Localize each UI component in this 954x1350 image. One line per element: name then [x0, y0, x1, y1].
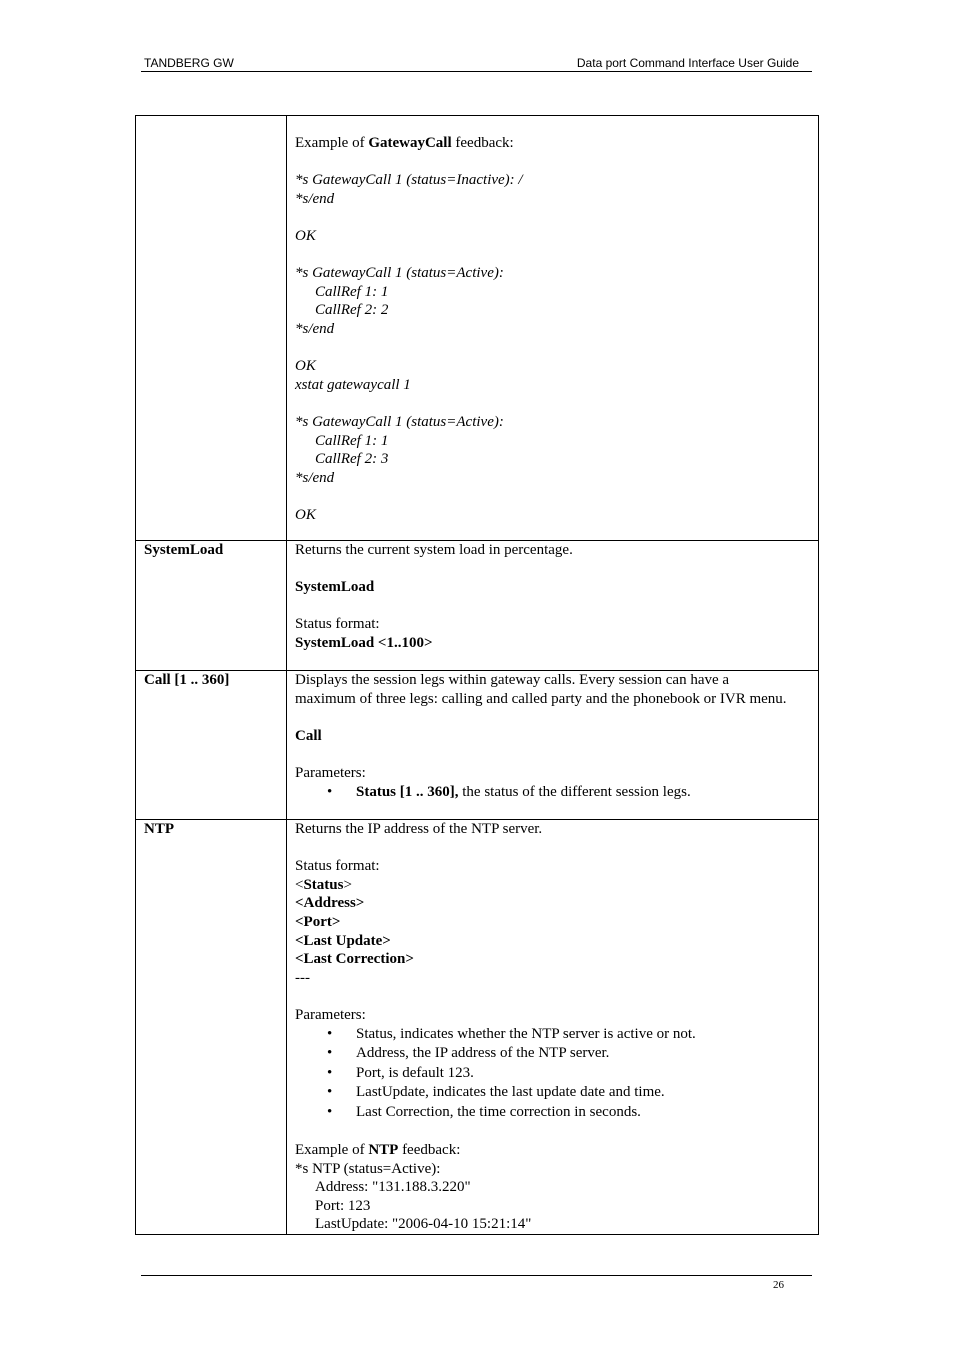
systemload-command: SystemLoad — [295, 579, 375, 596]
code-line: CallRef 2: 3 — [315, 451, 389, 468]
call-cell — [287, 671, 819, 820]
ntp-format-last-correction: <Last Correction> — [295, 951, 414, 968]
table-row-ntp — [136, 820, 819, 1235]
list-item: • Status, indicates whether the NTP server is active or not. — [295, 1025, 812, 1045]
code-line: *s GatewayCall 1 (status=Inactive): / — [295, 172, 523, 189]
call-command: Call — [295, 727, 322, 744]
code-line: *s/end — [295, 469, 335, 486]
call-description-line-2: maximum of three legs: calling and called party and the phonebook or IVR menu. — [295, 690, 787, 707]
code-line: Address: "131.188.3.220" — [315, 1179, 471, 1196]
list-item: • Last Correction, the time correction in seconds. — [295, 1103, 812, 1123]
ntp-format-label: Status format: — [295, 858, 380, 875]
list-item: • Status [1 .. 360], the status of the different session legs. — [295, 783, 812, 803]
call-description-line-1: Displays the session legs within gateway calls. Every session can have a — [295, 672, 730, 688]
page-number: 26 — [773, 1279, 784, 1291]
code-line: OK — [295, 506, 316, 523]
systemload-format: SystemLoad <1..100> — [295, 634, 433, 651]
ntp-format-status: <Status> — [295, 876, 352, 893]
table-row-call — [136, 671, 819, 820]
code-line: Port: 123 — [315, 1197, 371, 1214]
list-item: • Address, the IP address of the NTP server. — [295, 1044, 812, 1064]
table-row-gatewaycall-example — [136, 116, 819, 541]
row-label-systemload: SystemLoad — [136, 541, 287, 671]
header-guide-title: Data port Command Interface User Guide — [576, 56, 799, 70]
ntp-format-address: <Address> — [295, 895, 365, 912]
gatewaycall-intro: Example of GatewayCall feedback: — [295, 135, 514, 151]
code-line: *s/end — [295, 190, 335, 207]
code-line: OK — [295, 358, 316, 375]
code-line: LastUpdate: "2006-04-10 15:21:14" — [315, 1216, 532, 1233]
row-label-empty — [136, 116, 287, 541]
list-item: • LastUpdate, indicates the last update date and time. — [295, 1083, 812, 1103]
ntp-example-intro: Example of NTP feedback: — [295, 1142, 461, 1159]
code-line: xstat gatewaycall 1 — [295, 376, 411, 393]
ntp-format-last-update: <Last Update> — [295, 932, 391, 949]
ntp-format-port: <Port> — [295, 913, 341, 930]
ntp-cell — [287, 820, 819, 1235]
footer-rule — [141, 1275, 812, 1276]
systemload-format-label: Status format: — [295, 616, 380, 633]
systemload-cell — [287, 541, 819, 671]
systemload-description: Returns the current system load in percentage. — [295, 542, 573, 558]
row-label-call: Call [1 .. 360] — [136, 671, 287, 820]
code-line: OK — [295, 227, 316, 244]
code-line: CallRef 1: 1 — [315, 432, 389, 449]
row-label-ntp: NTP — [136, 820, 287, 1235]
call-params-list — [295, 783, 812, 803]
code-line: *s GatewayCall 1 (status=Active): — [295, 265, 504, 282]
code-line: *s NTP (status=Active): — [295, 1160, 441, 1177]
ntp-params-label: Parameters: — [295, 1006, 366, 1023]
code-line: CallRef 1: 1 — [315, 283, 389, 300]
gatewaycall-example-cell — [287, 116, 819, 541]
command-table — [135, 115, 819, 1235]
code-line: CallRef 2: 2 — [315, 302, 389, 319]
header-doc-title: TANDBERG GW — [144, 56, 234, 70]
table-row-systemload — [136, 541, 819, 671]
ntp-format-end: --- — [295, 969, 310, 986]
list-item: • Port, is default 123. — [295, 1064, 812, 1084]
code-line: *s/end — [295, 320, 335, 337]
header-rule — [141, 71, 812, 72]
code-line: *s GatewayCall 1 (status=Active): — [295, 413, 504, 430]
call-params-label: Parameters: — [295, 764, 366, 781]
ntp-params-list — [295, 1025, 812, 1123]
ntp-description: Returns the IP address of the NTP server. — [295, 821, 543, 837]
